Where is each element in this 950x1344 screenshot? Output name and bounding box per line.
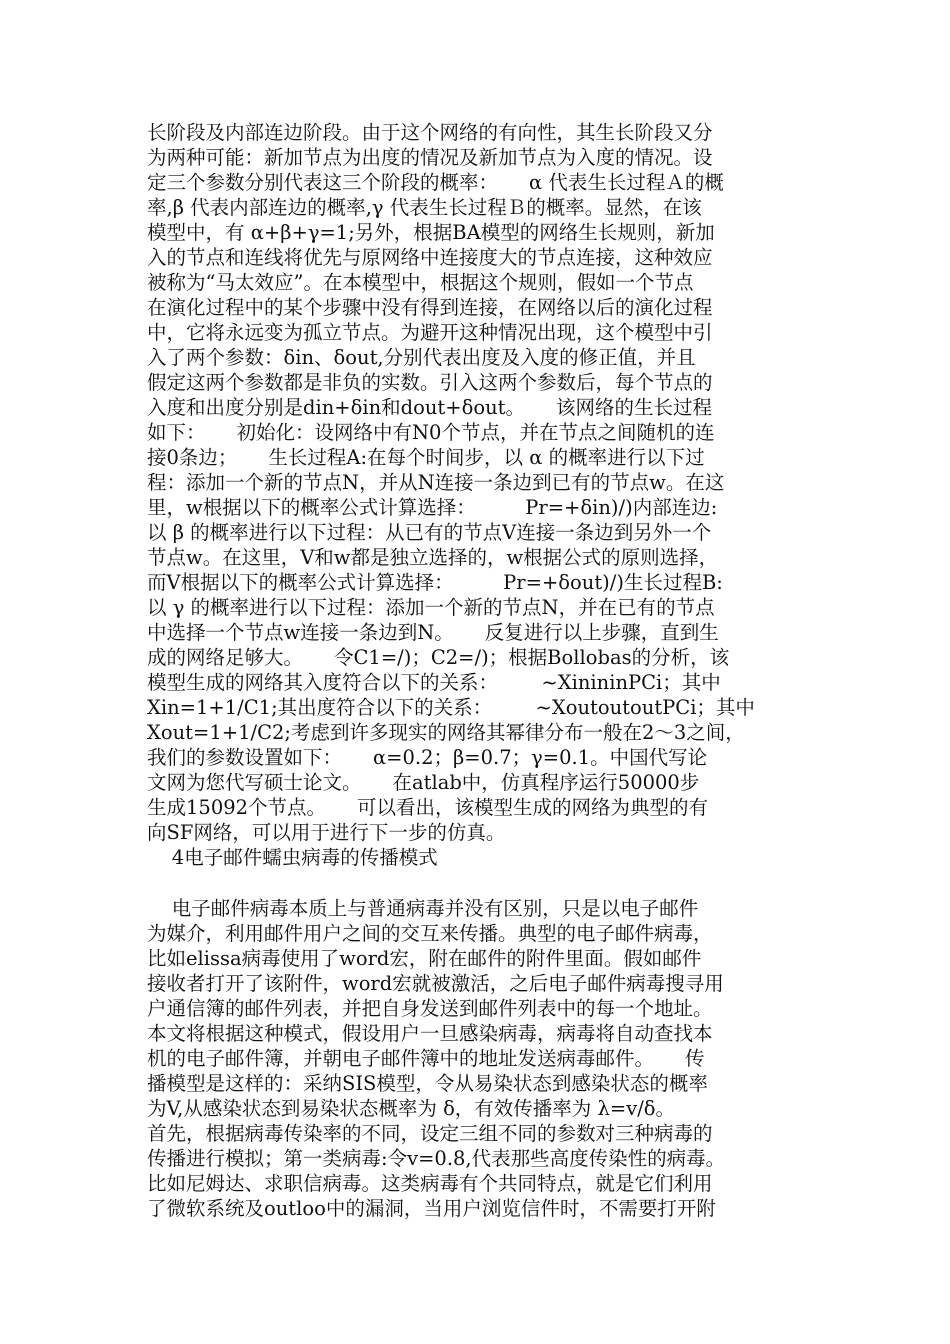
text-line: 接收者打开了该附件，word宏就被激活，之后电子邮件病毒搜寻用 [147,972,724,995]
text-line: 电子邮件病毒本质上与普通病毒并没有区别，只是以电子邮件 [147,897,699,920]
text-line: 首先，根据病毒传染率的不同，设定三组不同的参数对三种病毒的 [147,1122,713,1145]
text-line: 在演化过程中的某个步骤中没有得到连接，在网络以后的演化过程 [147,296,713,319]
text-line: 为V,从感染状态到易染状态概率为 δ，有效传播率为 λ=v/δ。 [147,1097,676,1120]
text-line: 以 γ 的概率进行以下过程：添加一个新的节点N，并在已有的节点 [147,596,715,619]
text-line: 被称为“马太效应”。在本模型中，根据这个规则，假如一个节点 [147,271,694,294]
text-line: 入的节点和连线将优先与原网络中连接度大的节点连接，这种效应 [147,246,713,269]
text-line: 为媒介，利用邮件用户之间的交互来传播。典型的电子邮件病毒， [147,922,713,945]
text-line: Xin=1+1/C1;其出度符合以下的关系： ~XoutoutoutPCi；其中 [147,696,755,719]
text-line: 节点w。在这里，V和w都是独立选择的，w根据公式的原则选择， [147,546,719,569]
text-line: 长阶段及内部连边阶段。由于这个网络的有向性，其生长阶段又分 [147,121,713,144]
text-line: 模型中，有 α+β+γ=1;另外，根据BA模型的网络生长规则，新加 [147,221,715,244]
text-line: 生成15092个节点。 可以看出，该模型生成的网络为典型的有 [147,796,709,819]
text-line: 了微软系统及outloo中的漏洞，当用户浏览信件时，不需要打开附 [147,1197,716,1220]
text-line: 为两种可能：新加节点为出度的情况及新加节点为入度的情况。设 [147,146,713,169]
text-line: 以 β 的概率进行以下过程：从已有的节点V连接一条边到另外一个 [147,521,712,544]
text-line: 里，w根据以下的概率公式计算选择： Pr=+δin)/)内部连边: [147,496,718,519]
text-line: 向SF网络，可以用于进行下一步的仿真。 [147,821,506,844]
paragraph-body-2 [147,896,817,1221]
text-line: 本文将根据这种模式，假设用户一旦感染病毒，病毒将自动查找本 [147,1022,713,1045]
text-line: 成的网络足够大。 令C1=/)；C2=/)；根据Bollobas的分析，该 [147,646,730,669]
text-line: 模型生成的网络其入度符合以下的关系： ~XinininPCi；其中 [147,671,721,694]
text-line: 传播进行模拟；第一类病毒:令v=0.8,代表那些高度传染性的病毒。 [147,1147,726,1170]
text-line: 比如elissa病毒使用了word宏，附在邮件的附件里面。假如邮件 [147,947,702,970]
section-heading: 4电子邮件蠕虫病毒的传播模式 [147,846,438,869]
text-line: 假定这两个参数都是非负的实数。引入这两个参数后，每个节点的 [147,371,713,394]
text-line: Xout=1+1/C2;考虑到许多现实的网络其幂律分布一般在2～3之间， [147,721,745,744]
text-line: 户通信簿的邮件列表，并把自身发送到邮件列表中的每一个地址。 [147,997,713,1020]
text-line: 中，它将永远变为孤立节点。为避开这种情况出现，这个模型中引 [147,321,713,344]
text-line: 播模型是这样的：采纳SIS模型，令从易染状态到感染状态的概率 [147,1072,708,1095]
paragraph-body-1 [147,120,817,870]
text-line: 文网为您代写硕士论文。 在atlab中，仿真程序运行50000步 [147,771,700,794]
text-line: 中选择一个节点w连接一条边到N。 反复进行以上步骤，直到生 [147,621,719,644]
text-line: 机的电子邮件簿，并朝电子邮件簿中的地址发送病毒邮件。 传 [147,1047,705,1070]
text-line: 入度和出度分别是din+δin和dout+δout。 该网络的生长过程 [147,396,712,419]
text-line: 如下： 初始化：设网络中有N0个节点，并在节点之间随机的连 [147,421,715,444]
text-line: 程：添加一个新的节点N，并从N连接一条边到已有的节点w。在这 [147,471,725,494]
text-line: 接0条边； 生长过程A:在每个时间步，以 α 的概率进行以下过 [147,446,705,469]
text-line: 入了两个参数：δin、δout,分别代表出度及入度的修正值，并且 [147,346,696,369]
text-line: 我们的参数设置如下： α=0.2；β=0.7；γ=0.1。中国代写论 [147,746,708,769]
text-line: 率,β 代表内部连边的概率,γ 代表生长过程Ｂ的概率。显然，在该 [147,196,702,219]
text-line: 比如尼姆达、求职信病毒。这类病毒有个共同特点，就是它们利用 [147,1172,713,1195]
text-line: 定三个参数分别代表这三个阶段的概率： α 代表生长过程Ａ的概 [147,171,724,194]
text-line: 而V根据以下的概率公式计算选择： Pr=+δout)/)生长过程B: [147,571,723,594]
